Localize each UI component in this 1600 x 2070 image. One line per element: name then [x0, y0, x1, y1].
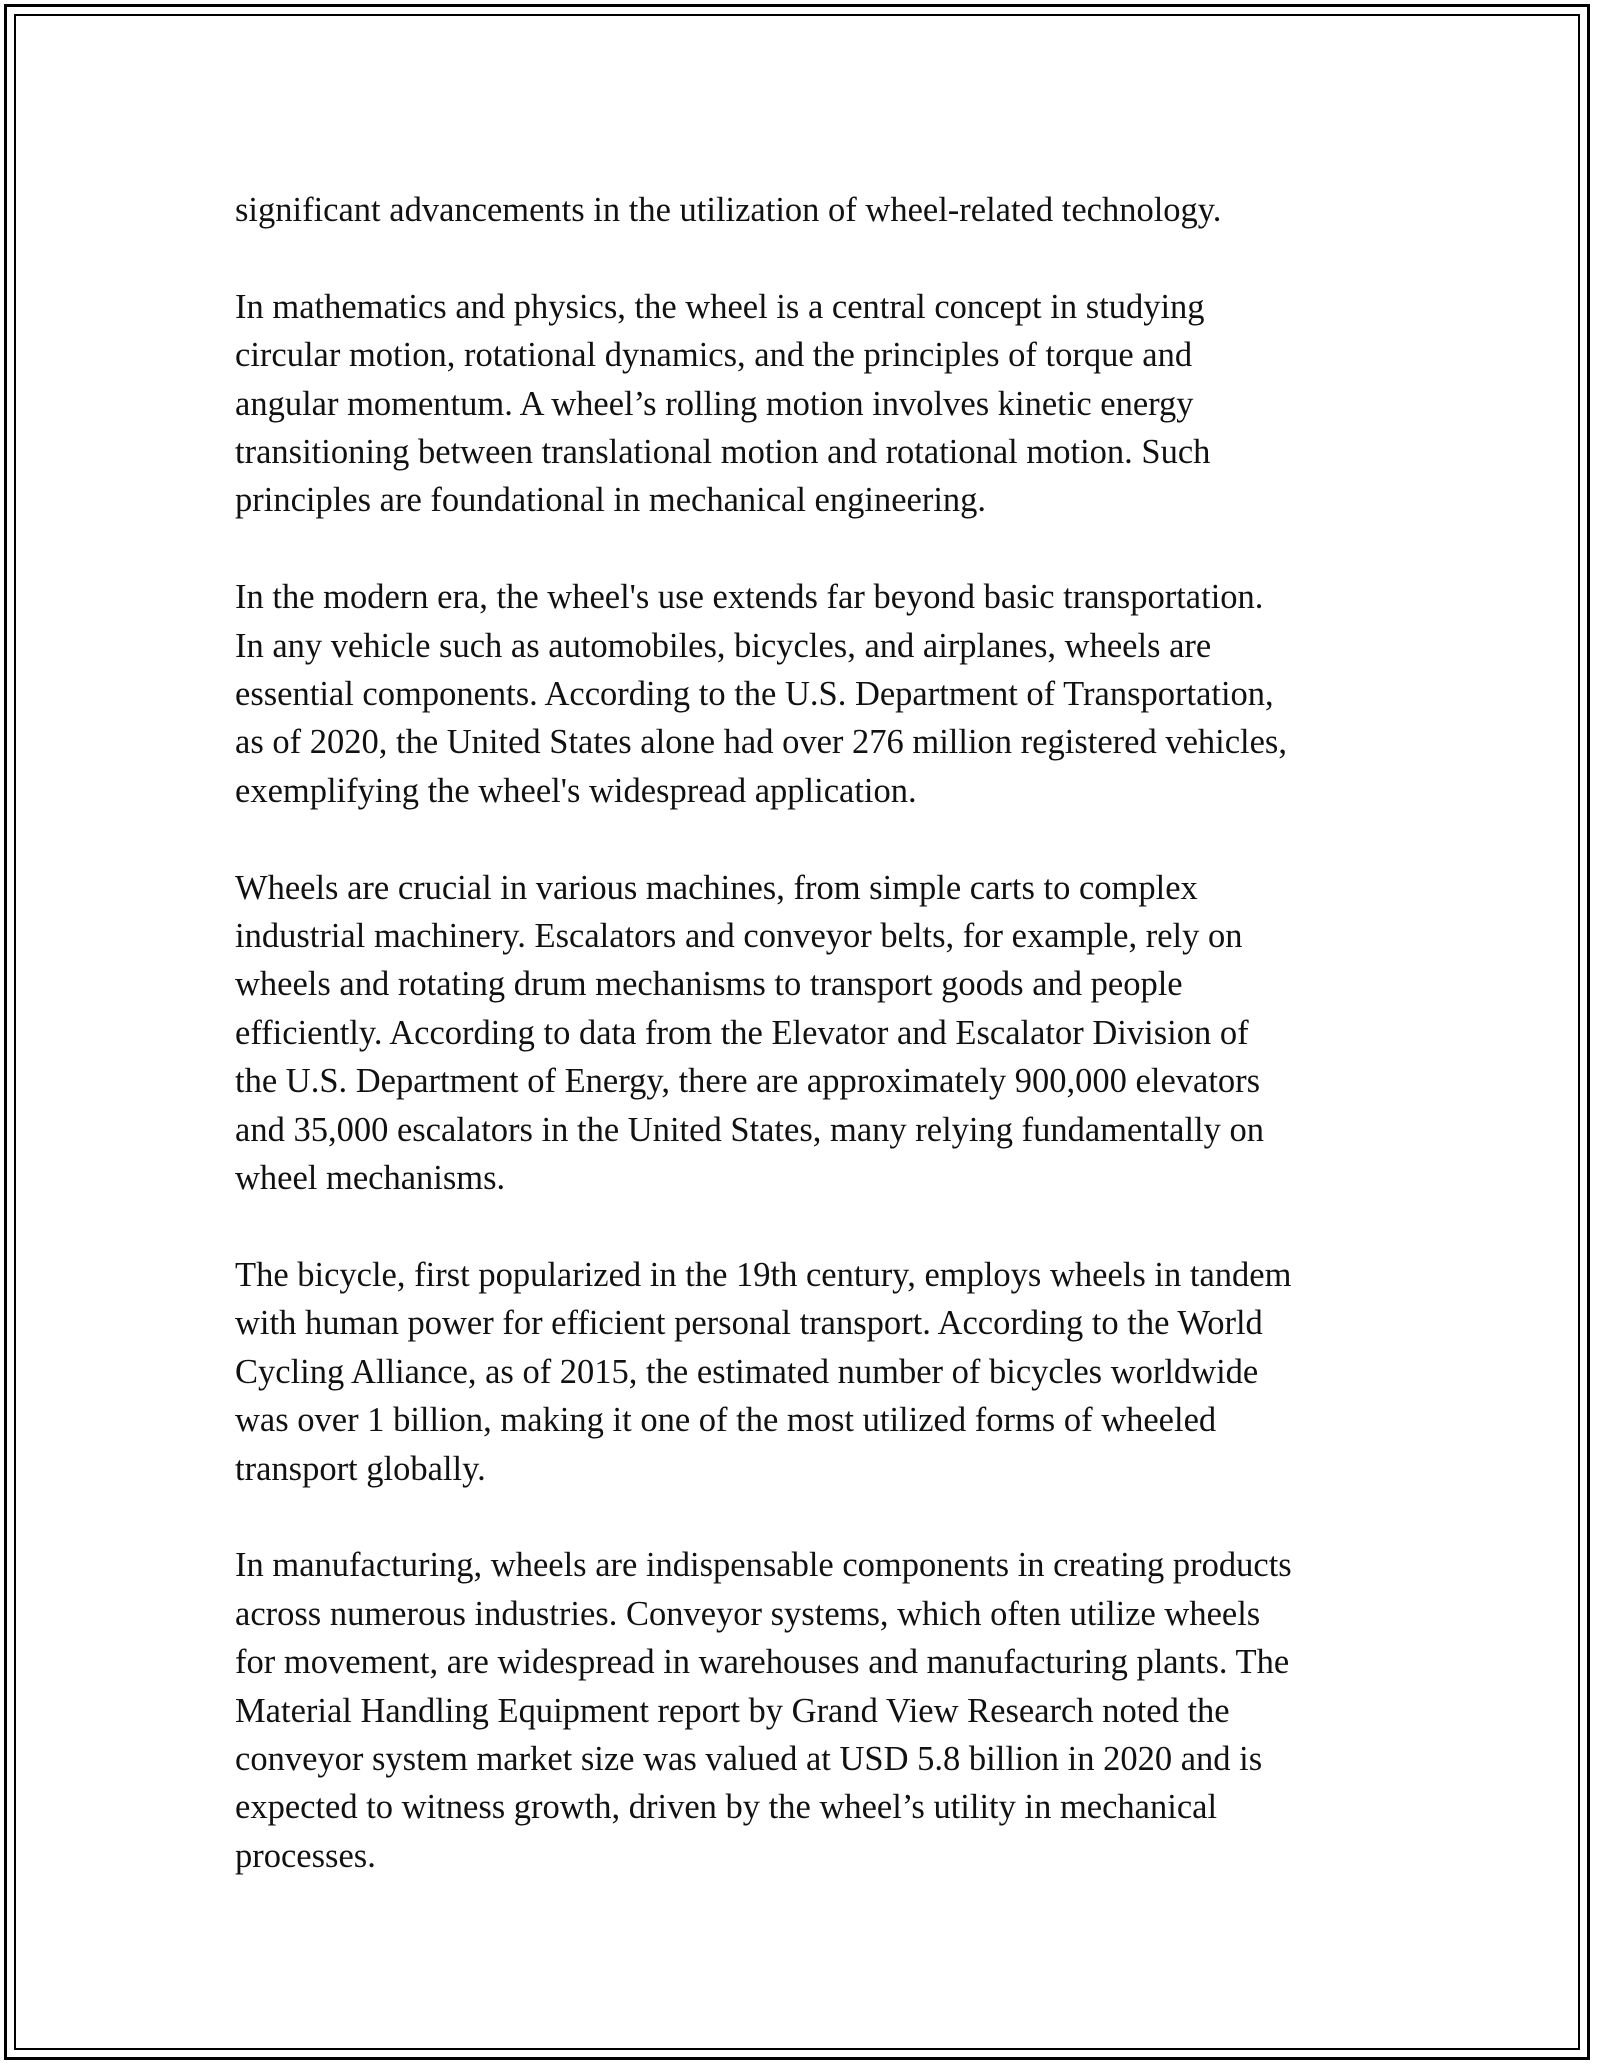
paragraph-mathematics-physics: In mathematics and physics, the wheel is a central concept in studying circular motion, rotational dynamics, and the principles of torque and angular momentum. A wheel’s rolling motion involves kinetic energy transitioning between translational motion and rotational motion. Such principles are foundational in mechanical engineering. [235, 287, 1211, 520]
paragraph-manufacturing: In manufacturing, wheels are indispensable components in creating products across numerous industries. Conveyor systems, which often utilize wheels for movement, are widespread in warehouses and manufacturing plants. The Material Handling Equipment report by Grand View Research noted the conveyor system market size was valued at USD 5.8 billion in 2020 and is expected to witness growth, driven by the wheel’s utility in mechanical processes. [235, 1546, 1292, 1875]
paragraph-modern-era: In the modern era, the wheel's use extends far beyond basic transportation. In any vehicle such as automobiles, bicycles, and airplanes, wheels are essential components. According to the U.S. Department of Transportation, as of 2020, the United States alone had over 276 million registered vehicles, exemplifying the wheel's widespread application. [235, 578, 1287, 810]
paragraph-machines: Wheels are crucial in various machines, from simple carts to complex industrial machinery. Escalators and conveyor belts, for example, rely on wheels and rotating drum mechanisms to transport goods and people efficiently. According to data from the Elevator and Escalator Division of the U.S. Department of Energy, there are approximately 900,000 elevators and 35,000 escalators in the United States, many relying fundamentally on wheel mechanisms. [235, 868, 1265, 1198]
paragraph-bicycle: The bicycle, first popularized in the 19th century, employs wheels in tandem with human power for efficient personal transport. According to the World Cycling Alliance, as of 2015, the estimated number of bicycles worldwide was over 1 billion, making it one of the most utilized forms of wheeled transport globally. [235, 1255, 1292, 1488]
paragraph-continuation: significant advancements in the utilization of wheel-related technology. [235, 191, 1222, 229]
document-body [235, 186, 1375, 1929]
